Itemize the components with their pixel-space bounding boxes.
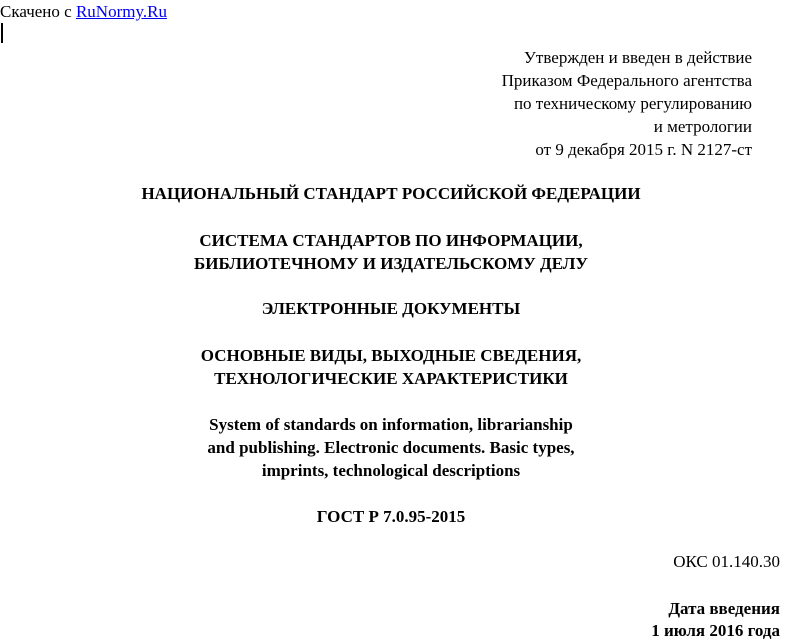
introduction-date-block [651, 598, 780, 640]
national-standard-heading [0, 182, 782, 205]
source-prefix: Скачено с [0, 2, 76, 21]
source-line [0, 2, 167, 22]
approval-line: и метрологии [653, 117, 752, 136]
approval-line: Утвержден и введен в действие [523, 48, 752, 67]
system-title [0, 229, 782, 275]
oks-code: ОКС 01.140.30 [673, 552, 780, 571]
english-title [0, 413, 782, 482]
approval-line: Приказом Федерального агентства [501, 71, 752, 90]
subtitle-line: ОСНОВНЫЕ ВИДЫ, ВЫХОДНЫЕ СВЕДЕНИЯ, [200, 346, 582, 365]
english-title-line: and publishing. Electronic documents. Basic types, [207, 438, 575, 457]
english-title-line: System of standards on information, librarianship [209, 415, 573, 434]
subtitle [0, 344, 782, 390]
approval-block [502, 46, 752, 161]
subtitle-line: ТЕХНОЛОГИЧЕСКИЕ ХАРАКТЕРИСТИКИ [214, 369, 568, 388]
national-standard-text: НАЦИОНАЛЬНЫЙ СТАНДАРТ РОССИЙСКОЙ ФЕДЕРАЦИИ [141, 184, 641, 203]
introduction-date: 1 июля 2016 года [651, 621, 780, 640]
gost-number-text: ГОСТ Р 7.0.95-2015 [316, 507, 466, 526]
system-title-line: БИБЛИОТЕЧНОМУ И ИЗДАТЕЛЬСКОМУ ДЕЛУ [194, 254, 588, 273]
introduction-label: Дата введения [668, 599, 780, 618]
source-link[interactable]: RuNormy.Ru [75, 2, 167, 21]
system-title-line: СИСТЕМА СТАНДАРТОВ ПО ИНФОРМАЦИИ, [199, 231, 583, 250]
section-title-text: ЭЛЕКТРОННЫЕ ДОКУМЕНТЫ [261, 299, 521, 318]
section-title [0, 297, 782, 320]
gost-number [0, 505, 782, 528]
english-title-line: imprints, technological descriptions [261, 461, 521, 480]
approval-line: от 9 декабря 2015 г. N 2127-ст [535, 140, 752, 159]
text-cursor [1, 23, 3, 43]
approval-line: по техническому регулированию [513, 94, 752, 113]
